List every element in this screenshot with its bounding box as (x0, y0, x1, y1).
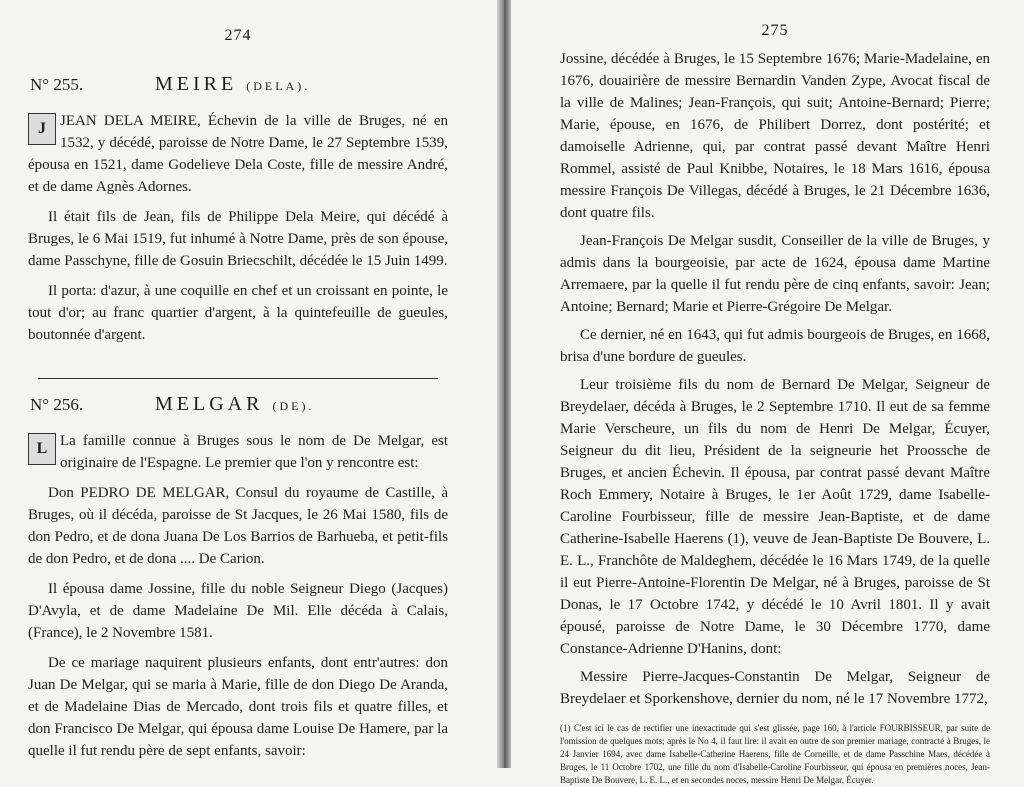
entry-number: N° 255. (30, 75, 84, 94)
left-page (28, 0, 448, 768)
page-number: 275 (761, 22, 789, 39)
entry-paragraph: Il épousa dame Jossine, fille du noble Seigneur Diego (Jacques) D'Avyla, et de dame Madelaine De Mil. Elle décéda à Calais, (France), le 2 Novembre 1581. (28, 581, 448, 641)
entry-paragraph: Il était fils de Jean, fils de Philippe Dela Meire, qui décédé à Bruges, le 6 Mai 1519, fut inhumé à Notre Dame, près de son épouse, dame Passchyne, fille de Gosuin Briecschilt, décédée le 15 Juin 1499. (28, 209, 448, 269)
entry-paragraph: Messire Pierre-Jacques-Constantin De Melgar, Seigneur de Breydelaer et Sporkenshove, dernier du nom, né le 17 Novembre 1772, (560, 669, 990, 707)
entry-title: MEIRE (DELA). (155, 73, 311, 95)
entry-header (28, 393, 448, 416)
entry-paragraph: Il porta: d'azur, à une coquille en chef et un croissant en pointe, le tout d'or; au franc quartier d'argent, à la quintefeuille de gueules, boutonnée d'argent. (28, 283, 448, 343)
section-divider (38, 378, 438, 379)
entry-header (28, 73, 448, 96)
entry-paragraph: Jean-François De Melgar susdit, Conseiller de la ville de Bruges, y admis dans la bourgeoisie, par acte de 1624, épousa dame Martine Arremaere, par la quelle il fut rendu père de cinq enfants, savoir: Jean; Antoine; Bernard; Marie et Pierre-Grégoire De Melgar. (560, 233, 990, 315)
right-page (560, 0, 990, 785)
entry-paragraph: De ce mariage naquirent plusieurs enfants, dont entr'autres: don Juan De Melgar, qui se maria à Marie, fille de don Diego De Aranda, et de Madelaine Dias de Mercado, dont trois fils et quatre filles, et don Francisco De Melgar, qui épousa dame Louise De Hamere, par la quelle il fut rendu père de sept enfants, savoir: (28, 655, 448, 759)
ornamental-initial: J (28, 113, 56, 145)
entry-paragraph: La famille connue à Bruges sous le nom de De Melgar, est originaire de l'Espagne. Le premier que l'on y rencontre est: (60, 433, 448, 471)
footnote: (1) C'est ici le cas de rectifier une inexactitude qui s'est glissée, page 160, à l'article FOURBISSEUR, par suite de l'omission de quelques mots; après le No 4, il faut lire: il avait en outre de son premier mariage, contracté à Bruges, le 24 Janvier 1694, avec dame Isabelle-Catherine Haerens, fille de Corneille, et de dame Passchine Maes, décédée à Bruges, le 11 Octobre 1702, une fille du nom d'Isabelle-Caroline Fourbisseur, qui épousa en premières noces, Jean-Baptiste De Bouvere, L. E. L., et en secondes noces, messire Henri De Melgar, Écuyer. (560, 723, 990, 785)
book-gutter (497, 0, 511, 768)
entry-title: MELGAR (DE). (155, 393, 315, 415)
entry-number: N° 256. (30, 395, 84, 414)
page-number: 274 (224, 27, 252, 44)
entry-paragraph: Ce dernier, né en 1643, qui fut admis bourgeois de Bruges, en 1668, brisa d'une bordure de gueules. (560, 327, 990, 365)
entry-paragraph: Leur troisième fils du nom de Bernard De Melgar, Seigneur de Breydelaer, décéda à Bruges, le 2 Septembre 1710. Il eut de sa femme Marie Verscheure, un fils du nom de Henri De Melgar, Écuyer, Seigneur du dit lieu, Président de la seigneurie het Proossche de Bruges, et ancien Échevin. Il épousa, par contrat passé devant Maître Roch Emmery, Notaire à Bruges, le 1er Août 1729, dame Isabelle-Caroline Fourbisseur, fille de messire Jean-Baptiste, et de dame Catherine-Isabelle Haerens (1), veuve de Jean-Baptiste De Bouvere, L. E. L., Franchôte de Maldeghem, décédée le 16 Mars 1749, de la quelle il eut Pierre-Antoine-Florentin De Melgar, né à Bruges, paroisse de St Donas, le 17 Octobre 1742, y décédé le 10 Avril 1801. Il y avait épousé, paroisse de Notre Dame, le 30 Décembre 1770, dame Constance-Adrienne D'Hanins, dont: (560, 377, 990, 657)
ornamental-initial: L (28, 433, 56, 465)
entry-paragraph: JEAN DELA MEIRE, Échevin de la ville de Bruges, né en 1532, y décédé, paroisse de Notre Dame, le 27 Septembre 1539, épousa en 1521, dame Godelieve Dela Coste, fille de messire André, et de dame Agnès Adornes. (28, 113, 448, 195)
entry-paragraph: Jossine, décédée à Bruges, le 15 Septembre 1676; Marie-Madelaine, en 1676, douairière de messire Bernardin Vanden Zype, Avocat fiscal de la ville de Malines; Jean-François, qui suit; Antoine-Bernard; Pierre; Marie, épouse, en 1676, de Philibert Dorrez, dont postérité; et damoiselle Adrienne, qui, par contrat passé devant Maître Henri Rommel, assisté de Paul Knibbe, Notaires, le 18 Mars 1616, épousa messire François De Villegas, décédé à Bruges, le 21 Décembre 1636, dont quatre fils. (560, 51, 990, 221)
entry-paragraph: Don PEDRO DE MELGAR, Consul du royaume de Castille, à Bruges, où il décéda, paroisse de St Jacques, le 26 Mai 1580, fils de don Pedro, et de dona Juana De Los Barrios de Barhueba, et petit-fils de don Pedro, et de dona .... De Carion. (28, 485, 448, 567)
